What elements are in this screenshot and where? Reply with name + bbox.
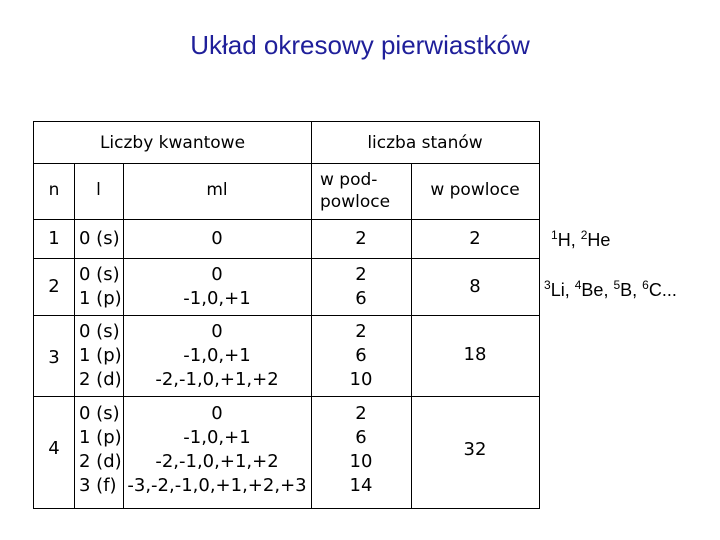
row-3-shell: 18 — [463, 344, 487, 365]
row-2-l: 0 (s) 1 (p) — [79, 264, 122, 309]
row-2-ml: 0 -1,0,+1 — [183, 264, 251, 309]
row-1-shell: 2 — [469, 228, 481, 249]
header-n: n — [48, 180, 60, 200]
quantum-numbers-table — [33, 121, 540, 509]
elements-period-2: $^3$Li, $^4$Be, $^5$B, $^6$C... — [544, 278, 677, 300]
header-number-of-states: liczba stanów — [367, 133, 483, 153]
row-2-shell: 8 — [469, 276, 481, 297]
row-3-l: 0 (s) 1 (p) 2 (d) — [79, 321, 122, 390]
row-1-n: 1 — [48, 228, 60, 249]
row-4-n: 4 — [48, 438, 60, 459]
row-3-subshell: 2 6 10 — [349, 321, 373, 390]
row-3-ml: 0 -1,0,+1 -2,-1,0,+1,+2 — [155, 321, 279, 390]
header-ml: ml — [206, 180, 228, 200]
row-1-ml: 0 — [211, 228, 223, 249]
row-2-subshell: 2 6 — [355, 264, 367, 309]
page-title: Układ okresowy pierwiastków — [190, 30, 530, 60]
header-quantum-numbers: Liczby kwantowe — [99, 133, 246, 153]
header-subshell: w pod- powloce — [320, 170, 391, 212]
row-1-subshell: 2 — [355, 228, 367, 249]
header-shell: w powloce — [430, 180, 520, 200]
row-4-shell: 32 — [463, 439, 487, 460]
row-4-l: 0 (s) 1 (p) 2 (d) 3 (f) — [79, 403, 122, 496]
header-l: l — [96, 180, 101, 200]
row-2-n: 2 — [48, 276, 60, 297]
row-3-n: 3 — [48, 347, 60, 368]
row-1-l: 0 (s) — [79, 228, 120, 249]
row-4-ml: 0 -1,0,+1 -2,-1,0,+1,+2 -3,-2,-1,0,+1,+2,+3 — [127, 403, 307, 496]
elements-period-1: $^1$H, $^2$He — [551, 228, 611, 250]
row-4-subshell: 2 6 10 14 — [349, 403, 373, 496]
